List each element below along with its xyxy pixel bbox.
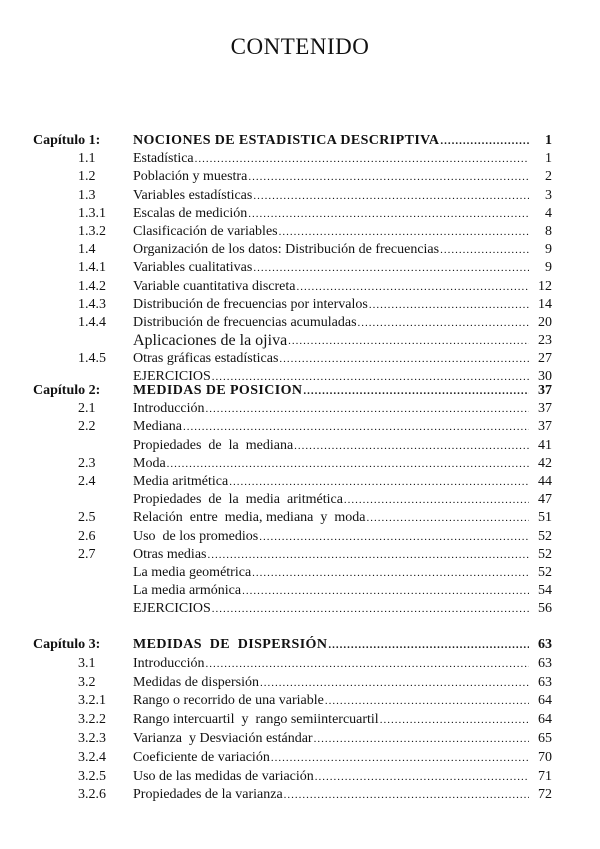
toc-entry-row[interactable] [0,473,600,491]
section-number: 1.4.3 [78,296,106,312]
section-number: 3.2 [78,674,96,690]
section-number: 1.2 [78,169,96,185]
dot-leader [248,168,529,186]
toc-entry-row[interactable] [0,278,600,296]
page-number: 52 [538,528,552,544]
page-number: 56 [538,601,552,617]
section-title: Coeficiente de variación [133,749,270,765]
dot-leader [248,205,529,223]
dot-leader [315,768,529,787]
toc-entry-row[interactable] [0,711,600,730]
toc-entry [133,786,529,805]
section-title: Medidas de dispersión [133,674,259,690]
toc-entry [133,150,529,168]
page-number: 8 [545,223,552,239]
section-title: Distribución de frecuencias acumuladas [133,314,357,330]
page-number: 42 [538,455,552,471]
dot-leader [260,674,529,693]
dot-leader [167,455,529,473]
section-number: 2.4 [78,473,96,489]
toc-entry-row[interactable] [0,546,600,564]
toc-entry [133,314,529,332]
chapter-page-number: 37 [538,383,552,398]
section-number: 3.2.4 [78,749,106,765]
toc-entry-row[interactable] [0,168,600,186]
chapter-title: NOCIONES DE ESTADISTICA DESCRIPTIVA [133,133,440,148]
dot-leader [207,546,529,564]
page-number: 14 [538,296,552,312]
toc-entry-row[interactable] [0,259,600,277]
page-number: 70 [538,749,552,765]
toc-entry-row[interactable] [0,437,600,455]
toc-entry-row[interactable] [0,418,600,436]
page-number: 9 [545,260,552,276]
page-number: 27 [538,351,552,367]
page-number: 64 [538,693,552,709]
page-number: 51 [538,510,552,526]
section-title: Propiedades de la media aritmética [133,492,343,508]
toc-entry-row[interactable] [0,491,600,509]
section-number: 1.3.2 [78,223,106,239]
section-number: 2.1 [78,401,96,417]
toc-entry [133,730,529,749]
section-number: 3.2.3 [78,730,106,746]
section-title: Propiedades de la varianza [133,787,283,803]
dot-leader [252,564,529,582]
toc-entry-row[interactable] [0,296,600,314]
toc-entry-row[interactable] [0,455,600,473]
dot-leader [294,437,529,455]
section-title: Otras gráficas estadísticas [133,351,279,367]
toc-entry-row[interactable] [0,600,600,618]
page-number: 72 [538,787,552,803]
dot-leader [253,187,529,205]
dot-leader [296,278,529,296]
toc-entry-row[interactable] [0,582,600,600]
toc-entry [133,455,529,473]
toc-entry [133,582,529,600]
section-title: Aplicaciones de la ojiva [133,332,288,350]
toc-entry [133,223,529,241]
section-number: 1.4.2 [78,278,106,294]
toc-entry [133,491,529,509]
toc-entry-row[interactable] [0,332,600,350]
section-number: 2.2 [78,419,96,435]
section-title: EJERCICIOS [133,601,211,617]
section-number: 2.6 [78,528,96,544]
chapter-title-entry [133,382,529,400]
dot-leader [366,509,529,527]
section-number: 3.2.2 [78,712,106,728]
chapter-heading-row[interactable] [0,382,600,400]
section-title: Introducción [133,401,205,417]
dot-leader [369,296,529,314]
toc-entry [133,768,529,787]
chapter-3-section [0,636,600,805]
toc-entry [133,528,529,546]
page-number: 12 [538,278,552,294]
toc-entry [133,473,529,491]
dot-leader [206,655,529,674]
dot-leader [358,314,529,332]
toc-entry [133,332,529,350]
toc-entry-row[interactable] [0,314,600,332]
chapter-heading-row[interactable] [0,132,600,150]
page-number: 3 [545,187,552,203]
page-number: 54 [538,583,552,599]
page-title: CONTENIDO [230,34,370,59]
chapter-title-entry [133,132,529,150]
section-title: Rango o recorrido de una variable [133,693,324,709]
toc-entry [133,205,529,223]
section-title: Rango intercuartil y rango semiintercuartil [133,712,379,728]
page-number: 64 [538,712,552,728]
section-title: Clasificación de variables [133,223,278,239]
toc-entry-row[interactable] [0,350,600,368]
section-title: Otras medias [133,546,207,562]
section-title: Moda [133,455,166,471]
section-title: Media aritmética [133,473,229,489]
toc-entry [133,692,529,711]
dot-leader [271,749,529,768]
section-title: Estadística [133,151,194,167]
section-number: 1.1 [78,151,96,167]
section-number: 3.2.6 [78,787,106,803]
toc-entry [133,400,529,418]
chapter-2-section [0,382,600,618]
page-number: 52 [538,546,552,562]
dot-leader [344,491,529,509]
section-number: 3.2.5 [78,768,106,784]
toc-entry-row[interactable] [0,187,600,205]
section-number: 2.7 [78,546,96,562]
chapter-label: Capítulo 3: [33,637,101,652]
toc-entry-row[interactable] [0,692,600,711]
dot-leader [183,418,529,436]
section-number: 1.4.5 [78,351,106,367]
dot-leader [314,730,529,749]
chapter-title-entry [133,636,529,655]
toc-entry-row[interactable] [0,150,600,168]
page-number: 52 [538,564,552,580]
section-title: Mediana [133,419,182,435]
page-number: 63 [538,655,552,671]
section-title: EJERCICIOS [133,369,211,385]
section-title: Variables cualitativas [133,260,253,276]
chapter-page-number: 1 [545,133,552,148]
dot-leader [325,692,529,711]
toc-entry-row[interactable] [0,528,600,546]
page-number: 71 [538,768,552,784]
toc-entry [133,749,529,768]
dot-leader [440,241,529,259]
dot-leader [380,711,529,730]
toc-entry [133,655,529,674]
toc-entry [133,187,529,205]
chapter-label: Capítulo 1: [33,133,101,148]
toc-entry [133,241,529,259]
section-title: Uso de los promedios [133,528,259,544]
page-number: 63 [538,674,552,690]
dot-leader [279,350,529,368]
section-number: 3.1 [78,655,96,671]
section-title: Variable cuantitativa discreta [133,278,296,294]
section-title: Escalas de medición [133,205,248,221]
dot-leader [195,150,529,168]
dot-leader [259,528,529,546]
toc-entry-row[interactable] [0,674,600,693]
dot-leader [284,786,529,805]
toc-entry [133,674,529,693]
toc-entry-row[interactable] [0,655,600,674]
toc-entry [133,600,529,618]
toc-entry-row[interactable] [0,509,600,527]
dot-leader [253,259,529,277]
toc-entry [133,296,529,314]
chapter-title: MEDIDAS DE POSICION [133,383,303,398]
dot-leader [212,600,529,618]
section-number: 1.4.4 [78,314,106,330]
page-number: 47 [538,492,552,508]
page-number: 9 [545,242,552,258]
toc-entry [133,418,529,436]
page-number: 30 [538,369,552,385]
section-number: 1.4 [78,242,96,258]
section-number: 1.4.1 [78,260,106,276]
dot-leader [303,382,529,400]
section-title: La media geométrica [133,564,252,580]
toc-entry-row[interactable] [0,768,600,787]
dot-leader [288,332,529,350]
section-number: 2.3 [78,455,96,471]
toc-entry [133,350,529,368]
toc-entry-row[interactable] [0,241,600,259]
toc-entry [133,168,529,186]
page-number: 20 [538,314,552,330]
toc-entry-row[interactable] [0,400,600,418]
section-title: Variables estadísticas [133,187,253,203]
toc-entry [133,437,529,455]
section-title: Relación entre media, mediana y moda [133,510,366,526]
chapter-label: Capítulo 2: [33,383,101,398]
section-title: Introducción [133,655,205,671]
section-title: La media armónica [133,583,242,599]
dot-leader [206,400,529,418]
toc-entry [133,509,529,527]
section-title: Varianza y Desviación estándar [133,730,313,746]
toc-entry-row[interactable] [0,786,600,805]
section-title: Propiedades de la mediana [133,437,294,453]
page-number: 41 [538,437,552,453]
page-number: 4 [545,205,552,221]
chapter-title: MEDIDAS DE DISPERSIÓN [133,637,328,652]
section-number: 2.5 [78,510,96,526]
toc-entry [133,711,529,730]
section-title: Organización de los datos: Distribución de frecuencias [133,242,440,258]
section-number: 1.3 [78,187,96,203]
page-number: 37 [538,401,552,417]
page-number: 1 [545,151,552,167]
dot-leader [440,132,529,150]
page-number: 2 [545,169,552,185]
toc-entry [133,259,529,277]
toc-entry-row[interactable] [0,223,600,241]
page-number: 23 [538,333,552,349]
toc-entry [133,564,529,582]
section-title: Uso de las medidas de variación [133,768,314,784]
dot-leader [279,223,529,241]
toc-entry-row[interactable] [0,564,600,582]
toc-entry-row[interactable] [0,205,600,223]
chapter-page-number: 63 [538,637,552,652]
section-number: 1.3.1 [78,205,106,221]
chapter-1-section [0,132,600,387]
page-number: 65 [538,730,552,746]
dot-leader [229,473,529,491]
toc-entry [133,278,529,296]
chapter-heading-row[interactable] [0,636,600,655]
page-number: 37 [538,419,552,435]
toc-entry [133,546,529,564]
section-number: 3.2.1 [78,693,106,709]
dot-leader [328,636,529,655]
section-title: Distribución de frecuencias por intervalos [133,296,368,312]
section-title: Población y muestra [133,169,248,185]
toc-entry-row[interactable] [0,749,600,768]
dot-leader [242,582,529,600]
toc-entry-row[interactable] [0,730,600,749]
page-number: 44 [538,473,552,489]
